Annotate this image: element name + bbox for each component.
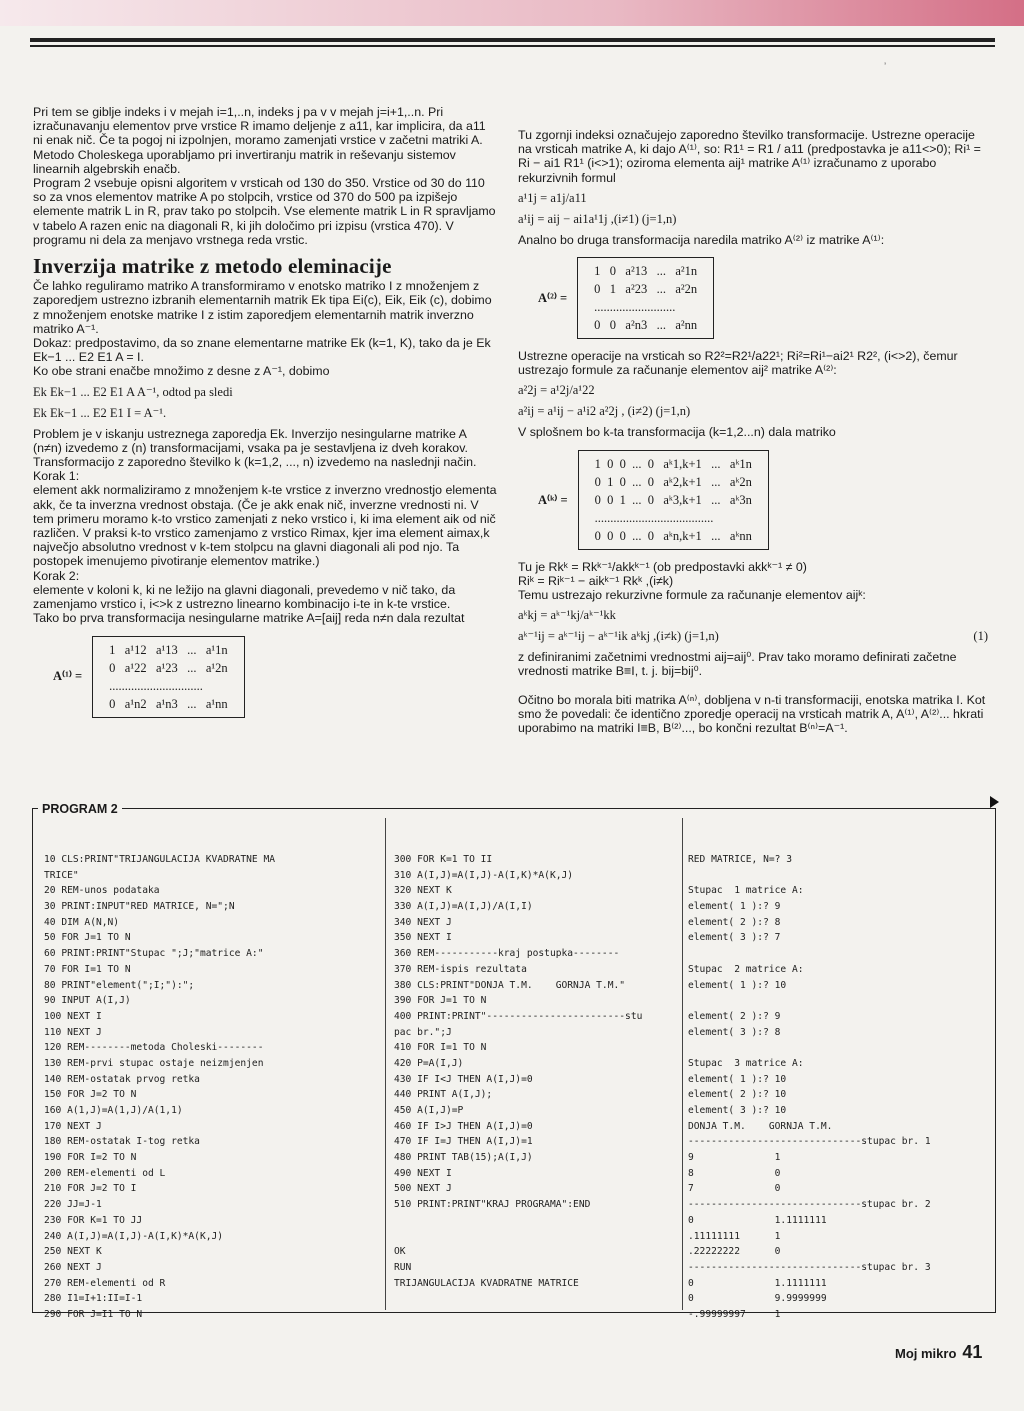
matrix-body bbox=[578, 450, 769, 550]
matrix-a2 bbox=[538, 257, 988, 339]
code-line: 50 FOR J=1 TO N bbox=[44, 932, 131, 944]
matrix-body bbox=[577, 257, 714, 339]
formula: a¹1j = a1j/a11 bbox=[518, 190, 587, 205]
left-column bbox=[33, 105, 498, 728]
header-rule-thin bbox=[30, 45, 995, 47]
program-title: PROGRAM 2 bbox=[38, 802, 122, 816]
code-line: 150 FOR J=2 TO N bbox=[44, 1089, 137, 1101]
page-number: 41 bbox=[962, 1342, 983, 1362]
column-divider bbox=[385, 818, 386, 1310]
code-line: 450 A(I,J)=P bbox=[394, 1105, 464, 1116]
code-line bbox=[688, 993, 931, 1009]
paragraph: Očitno bo morala biti matrika A⁽ⁿ⁾, dobljena v n-ti transformaciji, enotska matrika I. Kot smo že povedali: če identično zporedje operacij na vrsticah matrik A, A⁽¹⁾, A⁽²⁾... hkrati uporabimo na matriki I≡B, B⁽²⁾..., bo končni rezultat B⁽ⁿ⁾=A⁻¹. bbox=[518, 692, 986, 736]
scan-mark: ʼ bbox=[884, 62, 887, 73]
column-divider bbox=[682, 818, 683, 1310]
code-line: element( 2 ):? 9 bbox=[688, 1010, 781, 1022]
right-column bbox=[518, 128, 988, 735]
code-line: 380 CLS:PRINT"DONJA T.M. GORNJA T.M." bbox=[394, 979, 626, 991]
code-line: ------------------------------stupac br. 3 bbox=[688, 1261, 931, 1273]
paragraph: Tu zgornji indeksi označujejo zaporedno številko transformacije. Ustrezne operacije na vrsticah matrike A, ki dajo A⁽¹⁾, so: R1¹ = R1 / a11 (predpostavka je a11<>0); Ri¹ = Ri − ai1 R1¹ (i<>1); oziroma elementa aij¹ matrike A⁽¹⁾ izračunamo z uporabo rekurzivnih formul bbox=[518, 128, 981, 185]
code-line: 420 P=A(I,J) bbox=[394, 1057, 464, 1069]
code-line: .22222222 0 bbox=[688, 1246, 781, 1258]
formula: a²2j = a¹2j/a¹22 bbox=[518, 383, 595, 398]
matrix-row: 0 0 a²n3 ... a²nn bbox=[594, 318, 698, 333]
paragraph: Tako bo prva transformacija nesingularne matrike A=[aij] reda n≠n dala rezultat bbox=[33, 611, 465, 626]
matrix-row: 1 0 0 ... 0 aᵏ1,k+1 ... aᵏ1n bbox=[594, 456, 752, 471]
matrix-label: A⁽¹⁾ = bbox=[53, 669, 83, 684]
code-line: 490 NEXT I bbox=[394, 1167, 452, 1179]
paragraph: Ko obe strani enačbe množimo z desne z A⁻¹, dobimo bbox=[33, 364, 330, 379]
matrix-row: 0 0 0 ... 0 aᵏn,k+1 ... aᵏnn bbox=[594, 528, 752, 543]
code-line bbox=[688, 946, 931, 962]
code-line: -.99999997 1 bbox=[688, 1308, 781, 1320]
program-output bbox=[688, 852, 931, 1323]
code-line: element( 1 ):? 9 bbox=[688, 901, 781, 913]
code-line: 390 FOR J=1 TO N bbox=[394, 995, 487, 1007]
code-line: 220 JJ=J-1 bbox=[44, 1199, 102, 1211]
code-line: 0 1.1111111 bbox=[688, 1214, 827, 1226]
code-line: Stupac 1 matrice A: bbox=[688, 885, 804, 897]
code-line: 90 INPUT A(I,J) bbox=[44, 995, 131, 1007]
matrix-row: 0 1 0 ... 0 aᵏ2,k+1 ... aᵏ2n bbox=[594, 474, 752, 489]
code-line: DONJA T.M. GORNJA T.M. bbox=[688, 1120, 833, 1132]
code-line: 300 FOR K=1 TO II bbox=[394, 854, 493, 865]
code-line: TRICE" bbox=[44, 869, 79, 881]
code-line: 230 FOR K=1 TO JJ bbox=[44, 1214, 143, 1226]
matrix-row: 0 a¹22 a¹23 ... a¹2n bbox=[109, 660, 228, 675]
code-line: 350 NEXT I bbox=[394, 932, 452, 944]
code-line: 210 FOR J=2 TO I bbox=[44, 1183, 137, 1195]
code-line: 0 9.9999999 bbox=[688, 1293, 827, 1305]
code-line: element( 2 ):? 8 bbox=[688, 916, 781, 928]
code-line: pac br.";J bbox=[394, 1026, 452, 1038]
code-line: 160 A(1,J)=A(1,J)/A(1,1) bbox=[44, 1105, 183, 1116]
code-line: 30 PRINT:INPUT"RED MATRICE, N=";N bbox=[44, 901, 235, 913]
code-line: 200 REM-elementi od L bbox=[44, 1167, 166, 1179]
matrix-row: 1 0 a²13 ... a²1n bbox=[594, 264, 698, 279]
paragraph: Tu je Rkᵏ = Rkᵏ⁻¹/akkᵏ⁻¹ (ob predpostavki akkᵏ⁻¹ ≠ 0) bbox=[518, 559, 807, 574]
code-line: 460 IF I>J THEN A(I,J)=0 bbox=[394, 1120, 533, 1132]
matrix-a1 bbox=[53, 636, 498, 718]
paragraph: Dokaz: predpostavimo, da so znane elementarne matrike Ek (k=1, K), tako da je Ek Ek−1 ... E2 E1 A = I. bbox=[33, 336, 491, 365]
code-line: RUN bbox=[394, 1261, 412, 1273]
matrix-label: A⁽ᵏ⁾ = bbox=[538, 492, 568, 507]
code-line: 60 PRINT:PRINT"Stupac ";J;"matrice A:" bbox=[44, 948, 264, 960]
paragraph: Analno bo druga transformacija naredila matriko A⁽²⁾ iz matrike A⁽¹⁾: bbox=[518, 232, 885, 247]
formula: aᵏ⁻¹ij = aᵏ⁻¹ij − aᵏ⁻¹ik aᵏkj ,(i≠k) (j=1,n) bbox=[518, 629, 719, 644]
code-line: ------------------------------stupac br. 1 bbox=[688, 1136, 931, 1148]
paragraph: Ustrezne operacije na vrsticah so R2²=R2¹/a22¹; Ri²=Ri¹−ai2¹ R2², (i<>2), čemur ustrezajo formule za računanje elementov aij² matrike A⁽²⁾: bbox=[518, 349, 958, 378]
code-line: 9 1 bbox=[688, 1152, 781, 1164]
code-line: 410 FOR I=1 TO N bbox=[394, 1042, 487, 1054]
code-line: 180 REM-ostatak I-tog retka bbox=[44, 1136, 200, 1148]
code-line: 10 CLS:PRINT"TRIJANGULACIJA KVADRATNE MA bbox=[44, 854, 276, 865]
code-line: 270 REM-elementi od R bbox=[44, 1277, 166, 1289]
code-line: 480 PRINT TAB(15);A(I,J) bbox=[394, 1152, 533, 1164]
code-line: element( 3 ):? 8 bbox=[688, 1026, 781, 1038]
code-line: element( 3 ):? 10 bbox=[688, 1105, 787, 1116]
code-line: Stupac 2 matrice A: bbox=[688, 963, 804, 975]
matrix-row: 1 a¹12 a¹13 ... a¹1n bbox=[109, 642, 228, 657]
code-line: 500 NEXT J bbox=[394, 1183, 452, 1195]
matrix-row: ...................................... bbox=[594, 510, 714, 525]
paragraph: Pri tem se giblje indeks i v mejah i=1,..n, indeks j pa v v mejah j=i+1,..n. Pri izračunavanju elementov prve vrstice R imamo deljenje z a11, kar implicira, da a11 ni enak nič. Če ta pogoj ni izpolnjen, moramo zamenjati vrstice v začetni matriki A. Metodo Choleskega uporabljamo pri invertiranju matrik in reševanju sistemov linearnih algebrskih enačb. bbox=[33, 105, 486, 176]
code-line bbox=[394, 1213, 642, 1229]
code-line bbox=[688, 868, 931, 884]
matrix-ak bbox=[538, 450, 988, 550]
formula: Ek Ek−1 ... E2 E1 A A⁻¹, odtod pa sledi bbox=[33, 384, 233, 399]
formula: aᵏkj = aᵏ⁻¹kj/aᵏ⁻¹kk bbox=[518, 608, 616, 623]
paragraph: Temu ustrezajo rekurzivne formule za računanje elementov aijᵏ: bbox=[518, 588, 866, 603]
code-line: 510 PRINT:PRINT"KRAJ PROGRAMA":END bbox=[394, 1199, 591, 1211]
code-line: 400 PRINT:PRINT"------------------------stu bbox=[394, 1010, 643, 1022]
equation-number: (1) bbox=[973, 629, 988, 644]
code-line: 260 NEXT J bbox=[44, 1261, 102, 1273]
matrix-row: 0 1 a²23 ... a²2n bbox=[594, 282, 698, 297]
paragraph: element akk normaliziramo z množenjem k-te vrstice z inverzno vrednostjo elementa akk, če ta inverzna vrednost obstaja. (Če je akk enak nič, inverzne vrednosti ni. V tem primeru moramo k-to vrstico zamenjati z neko vrstico i, ki ima element aik od nič različen. V praksi k-to vrstico zamenjamo z vrstico Rimax, kjer ima element aimax,k največjo absolutno vrednost v k-tem stolpcu na glavni diagonali ali pod njo. Ta postopek imenujemo pivotiranje elementov matrike.) bbox=[33, 483, 497, 569]
matrix-body bbox=[92, 636, 245, 718]
code-line: 70 FOR I=1 TO N bbox=[44, 963, 131, 975]
code-line: 360 REM-----------kraj postupka-------- bbox=[394, 948, 620, 960]
page-footer bbox=[895, 1342, 982, 1363]
paragraph: elemente v koloni k, ki ne ležijo na glavni diagonali, prevedemo v nič tako, da zamenjamo vrstico i, i<>k z ustrezno linearno kombinacijo i-te in k-te vrstice. bbox=[33, 582, 456, 612]
paragraph: Problem je v iskanju ustreznega zaporedja Ek. Inverzijo nesingularne matrike A (n≠n) izvedemo z (n) transformacijami, vsaka pa je sestavljena iz dveh korakov. Transformacijo z zaporedno številko k (k=1,2, ..., n) izvedemo na naslednji način. bbox=[33, 426, 477, 470]
code-line bbox=[688, 1040, 931, 1056]
formula: a²ij = a¹ij − a¹i2 a²2j , (i≠2) (j=1,n) bbox=[518, 404, 691, 419]
paragraph: Če lahko reguliramo matriko A transformiramo v enotsko matriko I z množenjem z zaporedjem ustrezno izbranih elementarnih matrik Ek tipa Ei(c), Eik, Eik (c), dobimo z množenjem enotske matrike I z istim zaporedjem elementarnih matrik inverzno matriko A⁻¹. bbox=[33, 279, 492, 336]
code-line: 110 NEXT J bbox=[44, 1026, 102, 1038]
code-line: 20 REM-unos podataka bbox=[44, 885, 160, 897]
code-line: 120 REM--------metoda Choleski-------- bbox=[44, 1042, 264, 1054]
code-line: 310 A(I,J)=A(I,J)-A(I,K)*A(K,J) bbox=[394, 869, 574, 881]
code-line: RED MATRICE, N=? 3 bbox=[688, 854, 792, 865]
code-line: 0 1.1111111 bbox=[688, 1277, 827, 1289]
code-listing-col1 bbox=[44, 852, 275, 1323]
code-line: 170 NEXT J bbox=[44, 1120, 102, 1132]
code-line: OK bbox=[394, 1246, 406, 1258]
code-listing-col2 bbox=[394, 852, 642, 1291]
code-line: 290 FOR J=I1 TO N bbox=[44, 1308, 143, 1320]
code-line: element( 3 ):? 7 bbox=[688, 932, 781, 944]
paragraph: Riᵏ = Riᵏ⁻¹ − aikᵏ⁻¹ Rkᵏ ,(i≠k) bbox=[518, 573, 674, 588]
code-line: element( 1 ):? 10 bbox=[688, 1073, 787, 1085]
magazine-name: Moj mikro bbox=[895, 1346, 957, 1361]
code-line: 340 NEXT J bbox=[394, 916, 452, 928]
formula: a¹ij = aij − ai1a¹1j ,(i≠1) (j=1,n) bbox=[518, 211, 677, 226]
code-line: 240 A(I,J)=A(I,J)-A(I,K)*A(K,J) bbox=[44, 1230, 224, 1242]
continue-arrow-icon bbox=[990, 796, 999, 808]
matrix-row: 0 a¹n2 a¹n3 ... a¹nn bbox=[109, 696, 228, 711]
code-line: 430 IF I<J THEN A(I,J)=0 bbox=[394, 1073, 533, 1085]
code-line: 8 0 bbox=[688, 1167, 781, 1179]
code-line: 440 PRINT A(I,J); bbox=[394, 1089, 493, 1101]
formula: Ek Ek−1 ... E2 E1 I = A⁻¹. bbox=[33, 405, 167, 420]
code-line: 190 FOR I=2 TO N bbox=[44, 1152, 137, 1164]
code-line: 330 A(I,J)=A(I,J)/A(I,I) bbox=[394, 901, 533, 913]
paragraph: V splošnem bo k-ta transformacija (k=1,2...n) dala matriko bbox=[518, 425, 836, 440]
matrix-row: 0 0 1 ... 0 aᵏ3,k+1 ... aᵏ3n bbox=[594, 492, 752, 507]
paragraph: z definiranimi začetnimi vrednostmi aij=aij⁰. Prav tako moramo definirati začetne vrednosti matrike B≡I, t. j. bij=bij⁰. bbox=[518, 650, 957, 679]
code-line: ------------------------------stupac br. 2 bbox=[688, 1199, 931, 1211]
code-line: Stupac 3 matrice A: bbox=[688, 1057, 804, 1069]
paragraph: Program 2 vsebuje opisni algoritem v vrsticah od 130 do 350. Vrstice od 30 do 110 so za vnos elementov matrike A po stolpcih, vrstice od 370 do 500 pa izpišejo elemente matrik L in R, prav tako po stolpcih. Vse elemente matrik L in R spravljamo v tabelo A razen enic na diagonali R, ki jih določimo pri izpisu (vrstica 470). V programu ni dela za menjavo vrstnega reda vrstic. bbox=[33, 176, 496, 247]
code-line bbox=[394, 1229, 642, 1245]
code-line: 250 NEXT K bbox=[44, 1246, 102, 1258]
code-line: 320 NEXT K bbox=[394, 885, 452, 897]
code-line: 280 I1=I+1:II=I-1 bbox=[44, 1293, 143, 1305]
code-line: element( 2 ):? 10 bbox=[688, 1089, 787, 1101]
section-heading: Inverzija matrike z metodo eleminacije bbox=[33, 254, 392, 279]
code-line: 100 NEXT I bbox=[44, 1010, 102, 1022]
matrix-label: A⁽²⁾ = bbox=[538, 290, 568, 305]
header-rule bbox=[30, 38, 995, 42]
paragraph: Korak 2: bbox=[33, 568, 80, 583]
code-line: 40 DIM A(N,N) bbox=[44, 916, 120, 928]
code-line: .11111111 1 bbox=[688, 1230, 781, 1242]
code-line: 140 REM-ostatak prvog retka bbox=[44, 1073, 200, 1085]
matrix-row: .............................. bbox=[109, 678, 203, 693]
code-line: 7 0 bbox=[688, 1183, 781, 1195]
code-line: 80 PRINT"element(";I;"):"; bbox=[44, 979, 195, 991]
code-line: TRIJANGULACIJA KVADRATNE MATRICE bbox=[394, 1277, 579, 1289]
paragraph: Korak 1: bbox=[33, 469, 80, 484]
code-line: 370 REM-ispis rezultata bbox=[394, 963, 527, 975]
matrix-row: .......................... bbox=[594, 300, 676, 315]
code-line: element( 1 ):? 10 bbox=[688, 979, 787, 991]
formula-numbered bbox=[518, 629, 988, 644]
top-color-strip bbox=[0, 0, 1024, 26]
code-line: 470 IF I=J THEN A(I,J)=1 bbox=[394, 1136, 533, 1148]
code-line: 130 REM-prvi stupac ostaje neizmjenjen bbox=[44, 1057, 264, 1069]
